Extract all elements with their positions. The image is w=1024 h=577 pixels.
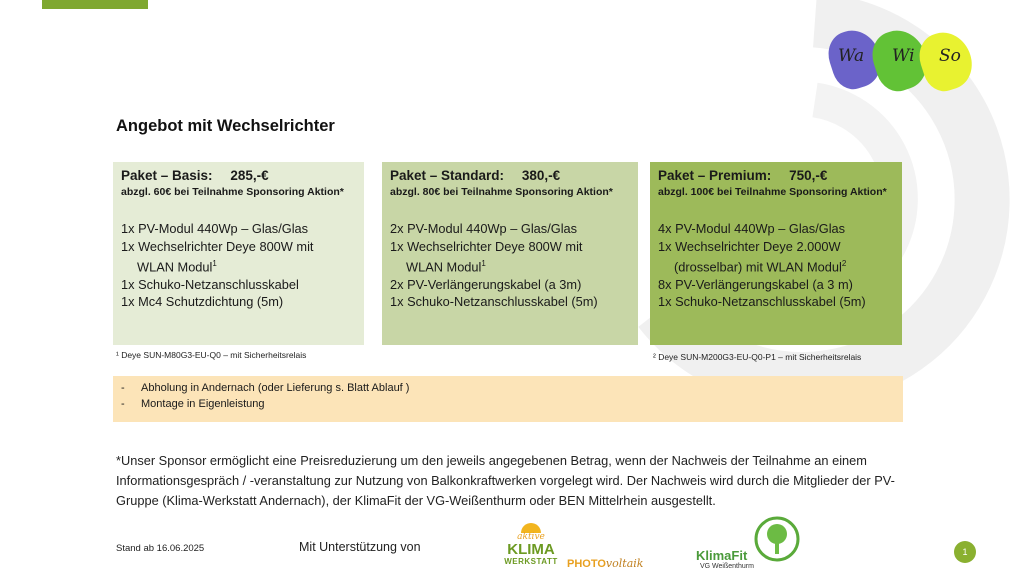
list-item: 1x Schuko-Netzanschlusskabel (121, 276, 299, 292)
top-accent-bar (42, 0, 148, 9)
package-standard-price: 380,-€ (521, 168, 561, 183)
package-premium-name: Paket – Premium: (658, 168, 772, 183)
package-basis-price: 285,-€ (230, 168, 269, 183)
logo-text-wa: Wa (838, 46, 865, 66)
klimafit-logo: KlimaFit VG Weißenthurm (696, 548, 754, 570)
date-stamp: Stand ab 16.06.2025 (116, 543, 205, 554)
page-title: Angebot mit Wechselrichter (116, 117, 335, 135)
list-item: 2x PV-Verlängerungskabel (a 3m) (390, 276, 582, 292)
package-basis-heading (121, 168, 356, 183)
package-standard-discount: abzgl. 80€ bei Teilnahme Sponsoring Aktion* (390, 186, 613, 198)
list-item: 1x Mc4 Schutzdichtung (5m) (121, 294, 284, 310)
page-number-badge: 1 (954, 541, 976, 563)
info-item-pickup: - Abholung in Andernach (oder Lieferung s. Blatt Ablauf ) (121, 382, 410, 394)
list-item: 8x PV-Verlängerungskabel (a 3 m) (658, 276, 853, 292)
list-item: 1x Wechselrichter Deye 800W mit (390, 238, 583, 254)
footnote-deye-m200: ² Deye SUN-M200G3-EU-Q0-P1 – mit Sicherheitsrelais (653, 352, 862, 362)
wawiso-logo (826, 26, 976, 96)
footnote-marker: 2 (841, 259, 847, 268)
list-item: WLAN Modul$^1$ (406, 259, 486, 275)
package-basis-name: Paket – Basis: (121, 168, 213, 183)
package-standard-heading (390, 168, 630, 183)
list-item: 1x PV-Modul 440Wp – Glas/Glas (121, 221, 309, 236)
list-item: (drosselbar) mit WLAN Modul$^2$ (674, 259, 847, 275)
tree-icon (754, 516, 800, 562)
footnote-marker: 1 (481, 259, 486, 268)
package-premium-heading (658, 168, 894, 183)
klima-werkstatt-logo: aktive KLIMA WERKSTATT (500, 520, 562, 572)
list-item: WLAN Modul$^1$ (137, 259, 217, 275)
list-item: 1x Wechselrichter Deye 2.000W (658, 238, 841, 254)
package-basis-discount: abzgl. 60€ bei Teilnahme Sponsoring Aktion* (121, 186, 344, 198)
list-item: 1x Wechselrichter Deye 800W mit (121, 238, 314, 254)
package-standard-items (390, 220, 630, 311)
info-item-assembly: - Montage in Eigenleistung (121, 398, 265, 410)
sponsor-note: *Unser Sponsor ermöglicht eine Preisreduzierung um den jeweils angegebenen Betrag, wenn der Nachweis der Teilnahme an einem Informationsgespräch / -veranstaltung zur Nutzung von Balkonkraftwerken vorgelegt wird. Der Nachweis wird durch die Mitglieder der PV-Gruppe (Klima-Werkstatt Andernach), der KlimaFit der VG-Weißenthurm oder BEN Mittelrhein ausgestellt. (116, 453, 895, 508)
package-premium-items (658, 220, 894, 311)
list-item: 4x PV-Modul 440Wp – Glas/Glas (658, 221, 846, 236)
footnote-deye-m80: ¹ Deye SUN-M80G3-EU-Q0 – mit Sicherheitsrelais (116, 350, 307, 360)
package-basis-items (121, 220, 356, 311)
list-item: 1x Schuko-Netzanschlusskabel (5m) (390, 294, 598, 310)
package-standard-name: Paket – Standard: (390, 168, 505, 183)
support-label: Mit Unterstützung von (299, 540, 421, 554)
package-basis-card (113, 162, 364, 345)
package-standard-card (382, 162, 638, 345)
footnote-marker: 1 (212, 259, 217, 268)
list-item: 2x PV-Modul 440Wp – Glas/Glas (390, 221, 578, 236)
package-premium-card (650, 162, 902, 345)
package-premium-discount: abzgl. 100€ bei Teilnahme Sponsoring Aktion* (658, 186, 887, 198)
photovoltaik-logo: PHOTOvoltaik (567, 557, 644, 570)
list-item: 1x Schuko-Netzanschlusskabel (5m) (658, 294, 866, 310)
logo-text-wi: Wi (892, 46, 915, 66)
info-box (113, 376, 903, 422)
package-premium-price: 750,-€ (789, 168, 828, 183)
logo-text-so: So (939, 46, 961, 66)
